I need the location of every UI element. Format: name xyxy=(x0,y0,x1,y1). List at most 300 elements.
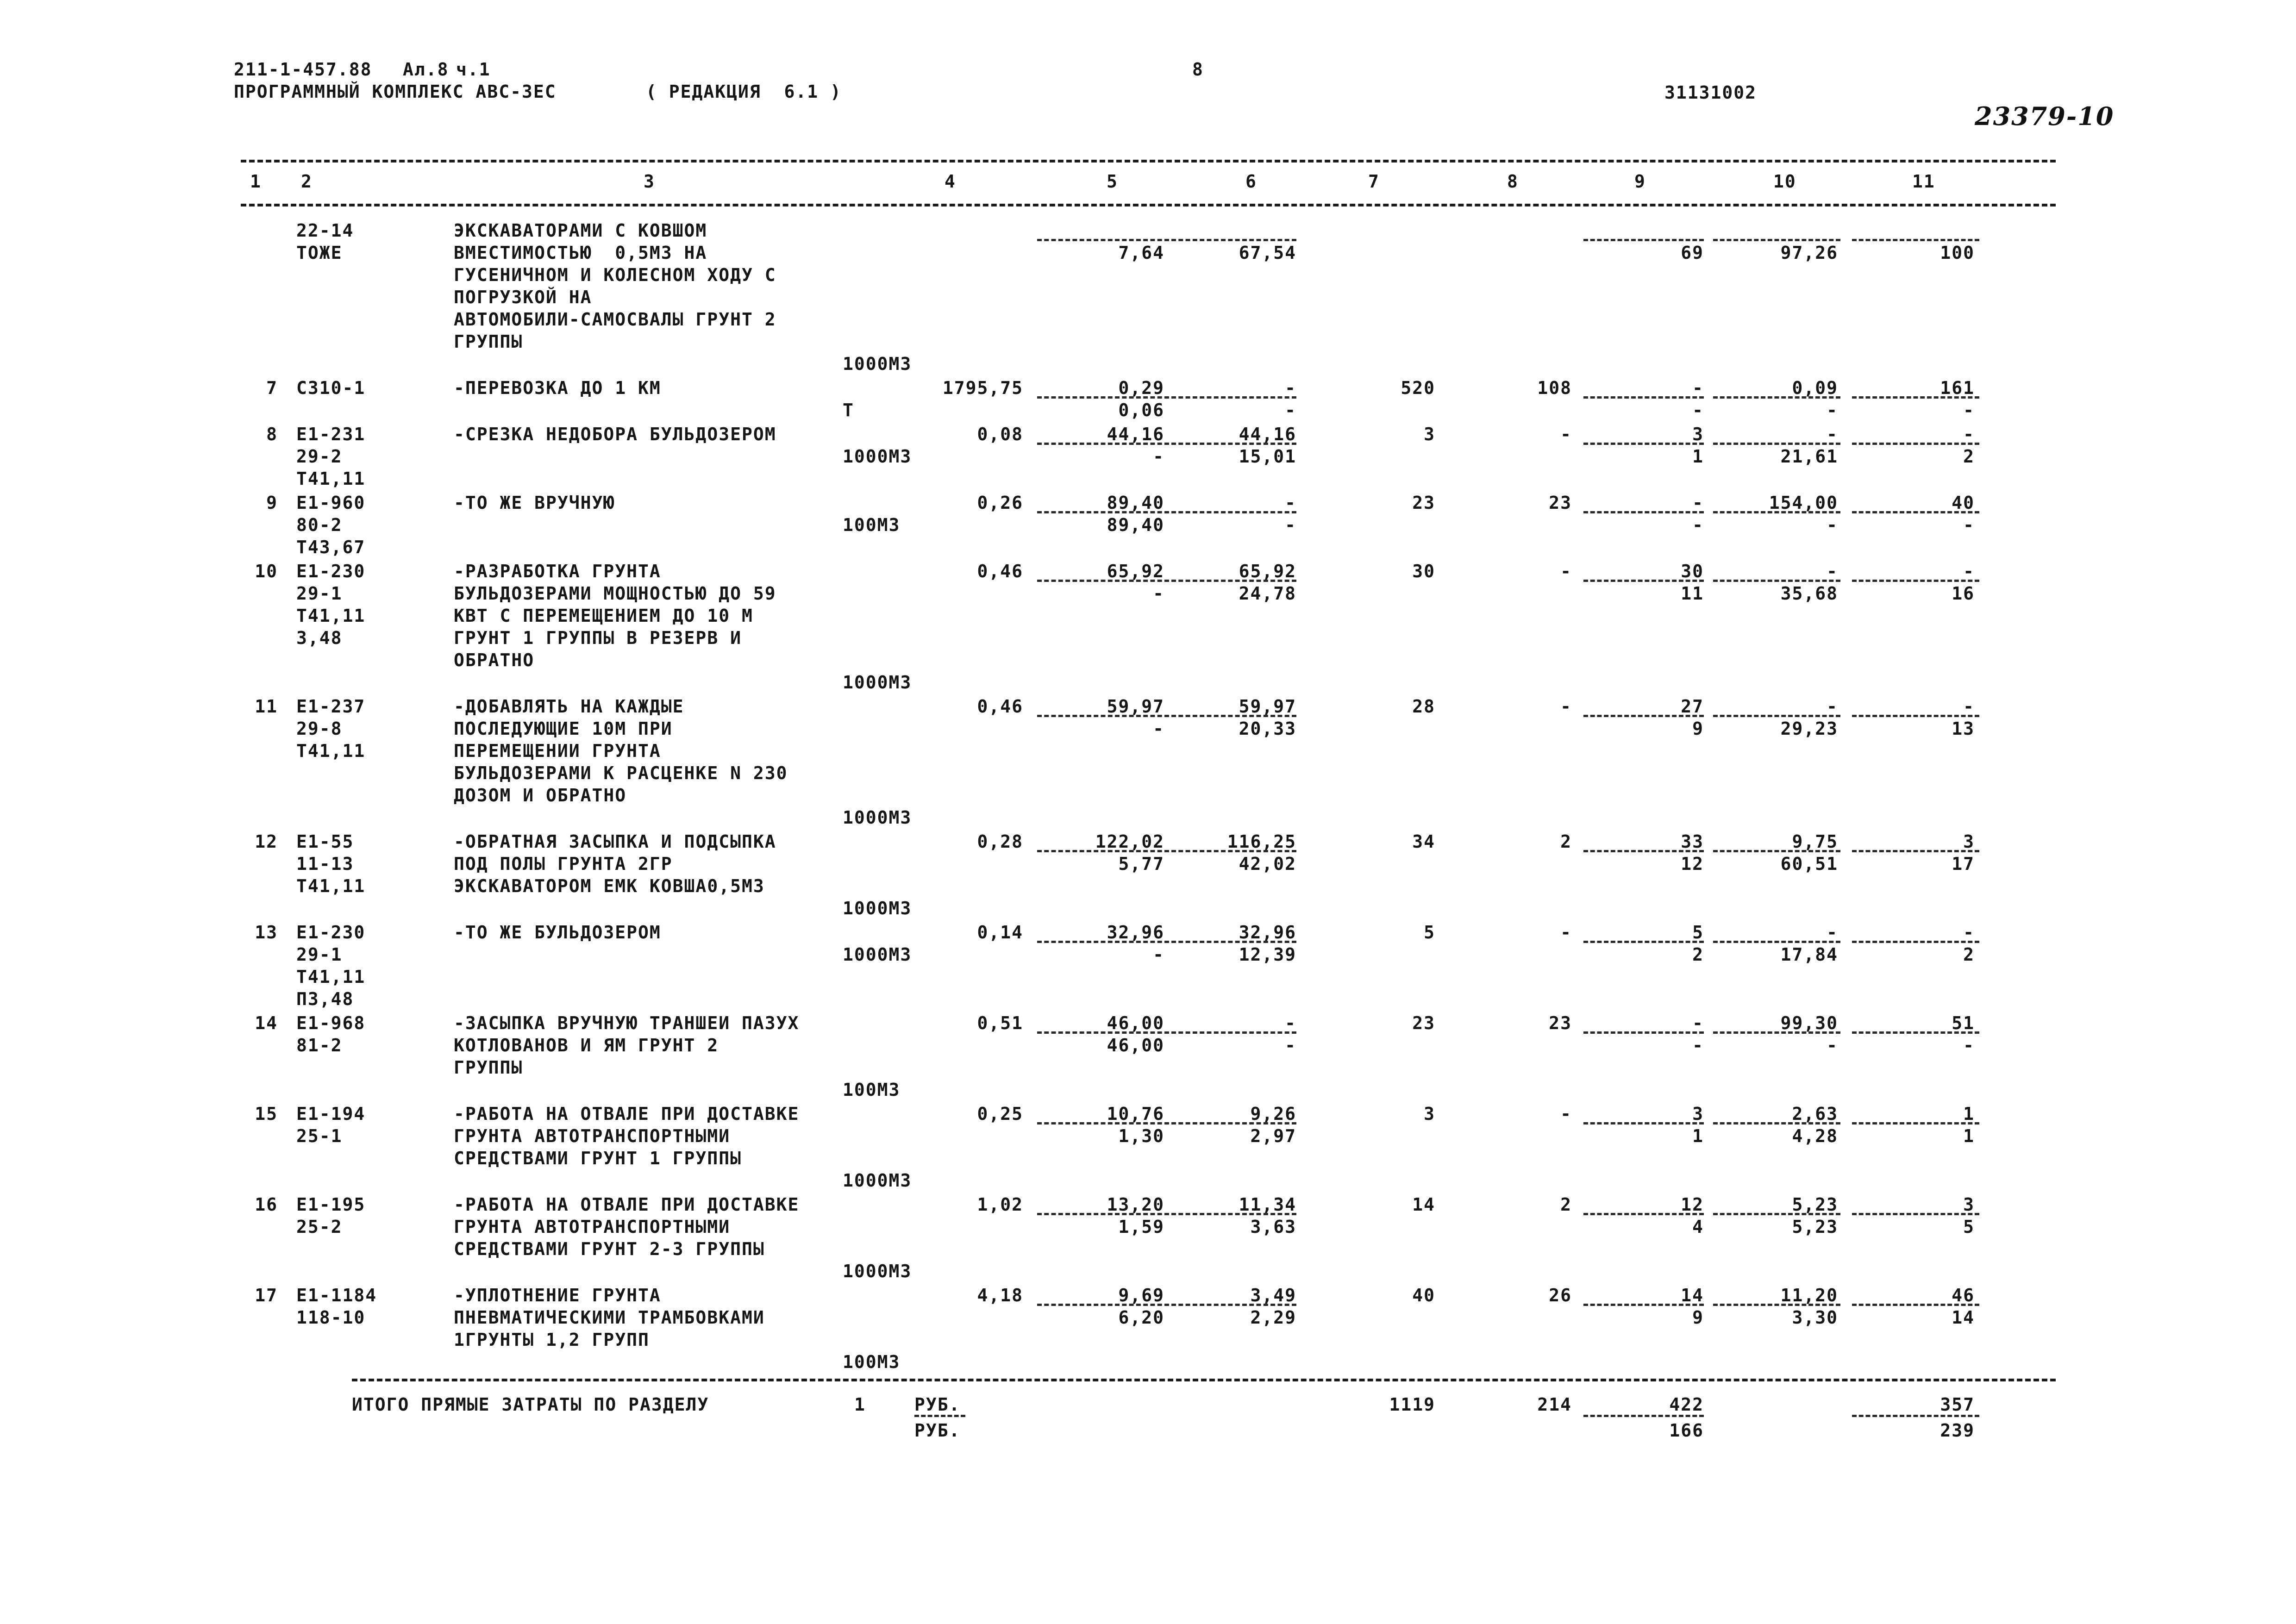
row-unit: 100М3 xyxy=(843,1080,901,1100)
col7-value: 14 xyxy=(1412,1194,1435,1215)
col11-second-value: 13 xyxy=(1952,718,1975,739)
totals-col11-second: 239 xyxy=(1940,1420,1975,1441)
value-separator xyxy=(1852,1213,1979,1215)
row-unit: 100М3 xyxy=(843,1352,901,1372)
row-code: ТОЖЕ xyxy=(296,243,343,263)
row-number: 9 xyxy=(266,493,278,513)
row-description: -ДОБАВЛЯТЬ НА КАЖДЫЕ xyxy=(454,696,684,717)
col10-value: 2,63 xyxy=(1792,1104,1838,1124)
col9-value: - xyxy=(1692,378,1704,398)
col9-second-value: 9 xyxy=(1692,718,1704,739)
col7-value: 28 xyxy=(1412,696,1435,717)
edition-label: ( РЕДАКЦИЯ 6.1 ) xyxy=(646,81,842,102)
row-unit: 1000М3 xyxy=(843,1170,912,1191)
col5-second-value: 89,40 xyxy=(1107,515,1164,535)
row-number: 16 xyxy=(255,1194,278,1215)
value-separator xyxy=(1037,1122,1169,1124)
row-description: -ЗАСЫПКА ВРУЧНУЮ ТРАНШЕИ ПАЗУХ xyxy=(454,1013,800,1033)
table-top-rule xyxy=(241,160,2056,162)
totals-section-number: 1 xyxy=(854,1394,866,1415)
col9-value: 5 xyxy=(1692,922,1704,943)
col8-value: 23 xyxy=(1549,493,1572,513)
col4-value: 0,46 xyxy=(977,561,1023,581)
col11-second-value: 100 xyxy=(1940,243,1975,263)
value-separator xyxy=(1583,1031,1704,1034)
col5-value: 0,29 xyxy=(1118,378,1164,398)
col7-value: 5 xyxy=(1424,922,1435,943)
col5-value: 9,69 xyxy=(1118,1285,1164,1305)
col11-second-value: - xyxy=(1963,400,1975,420)
col4-value: 0,46 xyxy=(977,696,1023,717)
column-header-6: 6 xyxy=(1245,171,1257,192)
row-code: П3,48 xyxy=(296,989,354,1009)
row-unit: 1000М3 xyxy=(843,446,912,467)
col8-value: - xyxy=(1560,424,1572,444)
value-separator xyxy=(1037,715,1169,717)
row-description: -ОБРАТНАЯ ЗАСЫПКА И ПОДСЫПКА xyxy=(454,831,776,852)
col6-second-value: 42,02 xyxy=(1239,854,1296,874)
row-description: СРЕДСТВАМИ ГРУНТ 1 ГРУППЫ xyxy=(454,1148,742,1168)
col8-value: - xyxy=(1560,561,1572,581)
col6-second-value: - xyxy=(1285,400,1296,420)
col11-value: - xyxy=(1963,922,1975,943)
row-code: 25-2 xyxy=(296,1217,343,1237)
value-separator xyxy=(1171,850,1296,852)
col6-value: 59,97 xyxy=(1239,696,1296,717)
row-description: -УПЛОТНЕНИЕ ГРУНТА xyxy=(454,1285,661,1305)
part-label: ч.1 xyxy=(456,59,491,80)
row-description: КВТ С ПЕРЕМЕЩЕНИЕМ ДО 10 М xyxy=(454,606,753,626)
row-description: ЭКСКАВАТОРОМ ЕМК КОВША0,5М3 xyxy=(454,876,765,896)
col5-value: 44,16 xyxy=(1107,424,1164,444)
row-code: 29-1 xyxy=(296,583,343,604)
value-separator xyxy=(1037,443,1169,445)
value-separator xyxy=(1852,511,1979,513)
col11-value: 46 xyxy=(1952,1285,1975,1305)
row-description: КОТЛОВАНОВ И ЯМ ГРУНТ 2 xyxy=(454,1035,719,1056)
col9-second-value: 1 xyxy=(1692,446,1704,467)
row-description: -ТО ЖЕ ВРУЧНУЮ xyxy=(454,493,615,513)
row-description: ГРУНТ 1 ГРУППЫ В РЕЗЕРВ И xyxy=(454,628,742,648)
row-description: ЭКСКАВАТОРАМИ С КОВШОМ xyxy=(454,220,707,241)
row-code: Т41,11 xyxy=(296,606,366,626)
col4-value: 4,18 xyxy=(977,1285,1023,1305)
row-description: ГРУППЫ xyxy=(454,1057,523,1078)
col11-second-value: 2 xyxy=(1963,944,1975,965)
value-separator xyxy=(1713,941,1840,943)
col8-value: - xyxy=(1560,922,1572,943)
col6-second-value: 20,33 xyxy=(1239,718,1296,739)
row-description: ОБРАТНО xyxy=(454,650,535,670)
col9-value: - xyxy=(1692,1013,1704,1033)
col4-value: 0,08 xyxy=(977,424,1023,444)
col6-value: 11,34 xyxy=(1239,1194,1296,1215)
col5-value: 46,00 xyxy=(1107,1013,1164,1033)
value-separator xyxy=(1171,941,1296,943)
row-code: Е1-195 xyxy=(296,1194,366,1215)
totals-col7: 1119 xyxy=(1389,1394,1435,1415)
row-number: 8 xyxy=(266,424,278,444)
value-separator xyxy=(1852,1122,1979,1124)
col6-second-value: 24,78 xyxy=(1239,583,1296,604)
column-header-3: 3 xyxy=(644,171,655,192)
row-description: СРЕДСТВАМИ ГРУНТ 2-3 ГРУППЫ xyxy=(454,1239,765,1259)
column-header-10: 10 xyxy=(1773,171,1796,192)
row-number: 7 xyxy=(266,378,278,398)
value-separator xyxy=(1171,580,1296,582)
totals-separator xyxy=(1852,1415,1979,1417)
col10-second-value: 21,61 xyxy=(1780,446,1838,467)
col6-second-value: 67,54 xyxy=(1239,243,1296,263)
col9-second-value: 2 xyxy=(1692,944,1704,965)
col9-value: 3 xyxy=(1692,424,1704,444)
value-separator xyxy=(1583,941,1704,943)
row-code: 29-8 xyxy=(296,718,343,739)
value-separator xyxy=(1037,239,1169,241)
column-header-7: 7 xyxy=(1368,171,1380,192)
value-separator xyxy=(1037,850,1169,852)
value-separator xyxy=(1852,850,1979,852)
value-separator xyxy=(1713,580,1840,582)
col5-second-value: - xyxy=(1153,944,1164,965)
row-code: 118-10 xyxy=(296,1307,366,1328)
row-description: БУЛЬДОЗЕРАМИ МОЩНОСТЬЮ ДО 59 xyxy=(454,583,776,604)
col11-value: 3 xyxy=(1963,831,1975,852)
value-separator xyxy=(1037,941,1169,943)
col9-second-value: - xyxy=(1692,400,1704,420)
row-description: ПНЕВМАТИЧЕСКИМИ ТРАМБОВКАМИ xyxy=(454,1307,765,1328)
col8-value: 23 xyxy=(1549,1013,1572,1033)
value-separator xyxy=(1713,443,1840,445)
program-line: ПРОГРАММНЫЙ КОМПЛЕКС АВС-3ЕС xyxy=(234,81,557,102)
value-separator xyxy=(1583,443,1704,445)
col6-value: 3,49 xyxy=(1250,1285,1296,1305)
row-number: 12 xyxy=(255,831,278,852)
value-separator xyxy=(1852,396,1979,399)
column-header-2: 2 xyxy=(301,171,313,192)
row-description: ПЕРЕМЕЩЕНИИ ГРУНТА xyxy=(454,741,661,761)
value-separator xyxy=(1713,715,1840,717)
col10-second-value: 17,84 xyxy=(1780,944,1838,965)
row-unit: 1000М3 xyxy=(843,898,912,918)
row-code: С310-1 xyxy=(296,378,366,398)
value-separator xyxy=(1037,580,1169,582)
col11-value: 51 xyxy=(1952,1013,1975,1033)
col4-value: 0,28 xyxy=(977,831,1023,852)
col6-value: 9,26 xyxy=(1250,1104,1296,1124)
col5-value: 10,76 xyxy=(1107,1104,1164,1124)
col11-second-value: 1 xyxy=(1963,1126,1975,1146)
row-code: Е1-55 xyxy=(296,831,354,852)
col10-value: 99,30 xyxy=(1780,1013,1838,1033)
row-description: -РАБОТА НА ОТВАЛЕ ПРИ ДОСТАВКЕ xyxy=(454,1194,800,1215)
col6-value: - xyxy=(1285,378,1296,398)
row-description: ПОД ПОЛЫ ГРУНТА 2ГР xyxy=(454,854,673,874)
row-code: 11-13 xyxy=(296,854,354,874)
col9-second-value: 4 xyxy=(1692,1217,1704,1237)
col10-value: 0,09 xyxy=(1792,378,1838,398)
row-unit: 100М3 xyxy=(843,515,901,535)
col6-value: 32,96 xyxy=(1239,922,1296,943)
col10-value: 5,23 xyxy=(1792,1194,1838,1215)
totals-label: ИТОГО ПРЯМЫЕ ЗАТРАТЫ ПО РАЗДЕЛУ xyxy=(352,1394,709,1415)
col5-second-value: - xyxy=(1153,446,1164,467)
value-separator xyxy=(1037,1304,1169,1306)
row-description: -ПЕРЕВОЗКА ДО 1 КМ xyxy=(454,378,661,398)
row-code: Т43,67 xyxy=(296,537,366,557)
row-description: АВТОМОБИЛИ-САМОСВАЛЫ ГРУНТ 2 xyxy=(454,309,776,330)
value-separator xyxy=(1713,1304,1840,1306)
col11-value: 1 xyxy=(1963,1104,1975,1124)
totals-col9: 422 xyxy=(1669,1394,1704,1415)
value-separator xyxy=(1713,511,1840,513)
value-separator xyxy=(1852,715,1979,717)
row-description: -РАБОТА НА ОТВАЛЕ ПРИ ДОСТАВКЕ xyxy=(454,1104,800,1124)
value-separator xyxy=(1852,941,1979,943)
value-separator xyxy=(1583,1213,1704,1215)
value-separator xyxy=(1037,511,1169,513)
col9-value: 33 xyxy=(1681,831,1704,852)
row-description: ГРУППЫ xyxy=(454,331,523,352)
col9-value: - xyxy=(1692,493,1704,513)
col5-second-value: 1,59 xyxy=(1118,1217,1164,1237)
col9-second-value: - xyxy=(1692,1035,1704,1056)
value-separator xyxy=(1171,396,1296,399)
row-description: ГРУНТА АВТОТРАНСПОРТНЫМИ xyxy=(454,1126,731,1146)
totals-col11: 357 xyxy=(1940,1394,1975,1415)
col6-value: - xyxy=(1285,493,1296,513)
totals-currency: РУБ. xyxy=(914,1394,961,1415)
row-code: Е1-1184 xyxy=(296,1285,377,1305)
value-separator xyxy=(1583,850,1704,852)
row-code: Т41,11 xyxy=(296,741,366,761)
column-header-4: 4 xyxy=(945,171,956,192)
col10-second-value: 97,26 xyxy=(1780,243,1838,263)
value-separator xyxy=(1713,1213,1840,1215)
column-header-1: 1 xyxy=(250,171,262,192)
col11-value: 40 xyxy=(1952,493,1975,513)
row-description: ГУСЕНИЧНОМ И КОЛЕСНОМ ХОДУ С xyxy=(454,265,776,285)
row-number: 14 xyxy=(255,1013,278,1033)
col10-value: 9,75 xyxy=(1792,831,1838,852)
row-code: 29-2 xyxy=(296,446,343,467)
col9-second-value: 12 xyxy=(1681,854,1704,874)
col6-value: - xyxy=(1285,1013,1296,1033)
row-code: Т41,11 xyxy=(296,967,366,987)
col4-value: 0,25 xyxy=(977,1104,1023,1124)
totals-rule xyxy=(352,1379,2056,1381)
col6-second-value: 12,39 xyxy=(1239,944,1296,965)
col7-value: 40 xyxy=(1412,1285,1435,1305)
row-code: Е1-237 xyxy=(296,696,366,717)
row-unit: 1000М3 xyxy=(843,944,912,965)
row-unit: 1000М3 xyxy=(843,672,912,693)
totals-col9-second: 166 xyxy=(1669,1420,1704,1441)
row-unit: Т xyxy=(843,400,854,420)
col10-value: - xyxy=(1827,696,1838,717)
col10-second-value: - xyxy=(1827,1035,1838,1056)
col5-value: 122,02 xyxy=(1095,831,1164,852)
value-separator xyxy=(1171,1031,1296,1034)
row-code: 80-2 xyxy=(296,515,343,535)
col5-second-value: 5,77 xyxy=(1118,854,1164,874)
col9-second-value: - xyxy=(1692,515,1704,535)
value-separator xyxy=(1713,396,1840,399)
value-separator xyxy=(1852,1031,1979,1034)
col5-second-value: 7,64 xyxy=(1118,243,1164,263)
col10-second-value: - xyxy=(1827,515,1838,535)
row-code: Е1-968 xyxy=(296,1013,366,1033)
value-separator xyxy=(1583,1304,1704,1306)
value-separator xyxy=(1171,443,1296,445)
col5-second-value: 6,20 xyxy=(1118,1307,1164,1328)
col7-value: 30 xyxy=(1412,561,1435,581)
col11-value: - xyxy=(1963,561,1975,581)
col10-second-value: 3,30 xyxy=(1792,1307,1838,1328)
col10-second-value: - xyxy=(1827,400,1838,420)
col4-value: 0,26 xyxy=(977,493,1023,513)
col9-value: 14 xyxy=(1681,1285,1704,1305)
row-code: Т41,11 xyxy=(296,876,366,896)
col4-value: 0,14 xyxy=(977,922,1023,943)
page-number: 8 xyxy=(1192,59,1204,80)
col6-second-value: 2,97 xyxy=(1250,1126,1296,1146)
row-code: Е1-230 xyxy=(296,922,366,943)
row-code: Е1-960 xyxy=(296,493,366,513)
row-unit: 1000М3 xyxy=(843,354,912,374)
row-code: 22-14 xyxy=(296,220,354,241)
value-separator xyxy=(1852,1304,1979,1306)
row-code: 81-2 xyxy=(296,1035,343,1056)
col5-value: 59,97 xyxy=(1107,696,1164,717)
col4-value: 1,02 xyxy=(977,1194,1023,1215)
value-separator xyxy=(1583,580,1704,582)
column-header-5: 5 xyxy=(1107,171,1118,192)
col10-value: 154,00 xyxy=(1769,493,1838,513)
col5-value: 65,92 xyxy=(1107,561,1164,581)
col6-second-value: 3,63 xyxy=(1250,1217,1296,1237)
col4-value: 1795,75 xyxy=(942,378,1023,398)
col10-second-value: 60,51 xyxy=(1780,854,1838,874)
row-number: 13 xyxy=(255,922,278,943)
col6-value: 65,92 xyxy=(1239,561,1296,581)
value-separator xyxy=(1583,396,1704,399)
row-number: 11 xyxy=(255,696,278,717)
value-separator xyxy=(1583,715,1704,717)
col7-value: 3 xyxy=(1424,1104,1435,1124)
col11-second-value: 14 xyxy=(1952,1307,1975,1328)
col8-value: 26 xyxy=(1549,1285,1572,1305)
col9-value: 30 xyxy=(1681,561,1704,581)
col6-second-value: 15,01 xyxy=(1239,446,1296,467)
row-description: ПОГРУЗКОЙ НА xyxy=(454,287,592,307)
col7-value: 520 xyxy=(1401,378,1435,398)
column-header-11: 11 xyxy=(1912,171,1935,192)
doc-code: 211-1-457.88 xyxy=(234,59,372,80)
column-header-8: 8 xyxy=(1507,171,1519,192)
col5-second-value: 0,06 xyxy=(1118,400,1164,420)
totals-separator xyxy=(914,1415,965,1417)
col8-value: - xyxy=(1560,1104,1572,1124)
value-separator xyxy=(1037,1031,1169,1034)
col6-second-value: 2,29 xyxy=(1250,1307,1296,1328)
row-code: Т41,11 xyxy=(296,468,366,489)
row-code: 29-1 xyxy=(296,944,343,965)
col10-second-value: 35,68 xyxy=(1780,583,1838,604)
col5-second-value: - xyxy=(1153,718,1164,739)
handwritten-id: 23379-10 xyxy=(1975,101,2115,131)
row-code: Е1-231 xyxy=(296,424,366,444)
value-separator xyxy=(1583,511,1704,513)
value-separator xyxy=(1583,1122,1704,1124)
value-separator xyxy=(1171,239,1296,241)
col9-second-value: 9 xyxy=(1692,1307,1704,1328)
value-separator xyxy=(1171,715,1296,717)
row-unit: 1000М3 xyxy=(843,1261,912,1281)
value-separator xyxy=(1852,239,1979,241)
col9-value: 27 xyxy=(1681,696,1704,717)
value-separator xyxy=(1037,1213,1169,1215)
col9-second-value: 1 xyxy=(1692,1126,1704,1146)
value-separator xyxy=(1171,1122,1296,1124)
row-description: -СРЕЗКА НЕДОБОРА БУЛЬДОЗЕРОМ xyxy=(454,424,776,444)
col9-second-value: 11 xyxy=(1681,583,1704,604)
row-description: -ТО ЖЕ БУЛЬДОЗЕРОМ xyxy=(454,922,661,943)
col10-second-value: 5,23 xyxy=(1792,1217,1838,1237)
col7-value: 3 xyxy=(1424,424,1435,444)
row-description: -РАЗРАБОТКА ГРУНТА xyxy=(454,561,661,581)
col5-value: 13,20 xyxy=(1107,1194,1164,1215)
col11-second-value: 2 xyxy=(1963,446,1975,467)
value-separator xyxy=(1037,396,1169,399)
row-number: 15 xyxy=(255,1104,278,1124)
col8-value: 2 xyxy=(1560,831,1572,852)
value-separator xyxy=(1713,850,1840,852)
col5-second-value: - xyxy=(1153,583,1164,604)
value-separator xyxy=(1852,443,1979,445)
col7-value: 23 xyxy=(1412,493,1435,513)
col6-second-value: - xyxy=(1285,515,1296,535)
col5-second-value: 1,30 xyxy=(1118,1126,1164,1146)
col11-second-value: - xyxy=(1963,515,1975,535)
col5-value: 32,96 xyxy=(1107,922,1164,943)
col10-second-value: 4,28 xyxy=(1792,1126,1838,1146)
row-description: ВМЕСТИМОСТЬЮ 0,5М3 НА xyxy=(454,243,707,263)
col11-value: 161 xyxy=(1940,378,1975,398)
col11-second-value: - xyxy=(1963,1035,1975,1056)
col7-value: 34 xyxy=(1412,831,1435,852)
col10-second-value: 29,23 xyxy=(1780,718,1838,739)
col9-second-value: 69 xyxy=(1681,243,1704,263)
col11-second-value: 16 xyxy=(1952,583,1975,604)
row-description: ГРУНТА АВТОТРАНСПОРТНЫМИ xyxy=(454,1217,731,1237)
col7-value: 23 xyxy=(1412,1013,1435,1033)
value-separator xyxy=(1713,1122,1840,1124)
row-number: 10 xyxy=(255,561,278,581)
album-label: Ал.8 xyxy=(403,59,449,80)
col8-value: 2 xyxy=(1560,1194,1572,1215)
row-code: 25-1 xyxy=(296,1126,343,1146)
totals-currency-second: РУБ. xyxy=(914,1420,961,1441)
value-separator xyxy=(1583,239,1704,241)
row-description: БУЛЬДОЗЕРАМИ К РАСЦЕНКЕ N 230 xyxy=(454,763,788,783)
col8-value: 108 xyxy=(1537,378,1572,398)
row-code: 3,48 xyxy=(296,628,343,648)
table-header-rule xyxy=(241,204,2056,206)
row-unit: 1000М3 xyxy=(843,807,912,828)
col11-second-value: 17 xyxy=(1952,854,1975,874)
col11-second-value: 5 xyxy=(1963,1217,1975,1237)
